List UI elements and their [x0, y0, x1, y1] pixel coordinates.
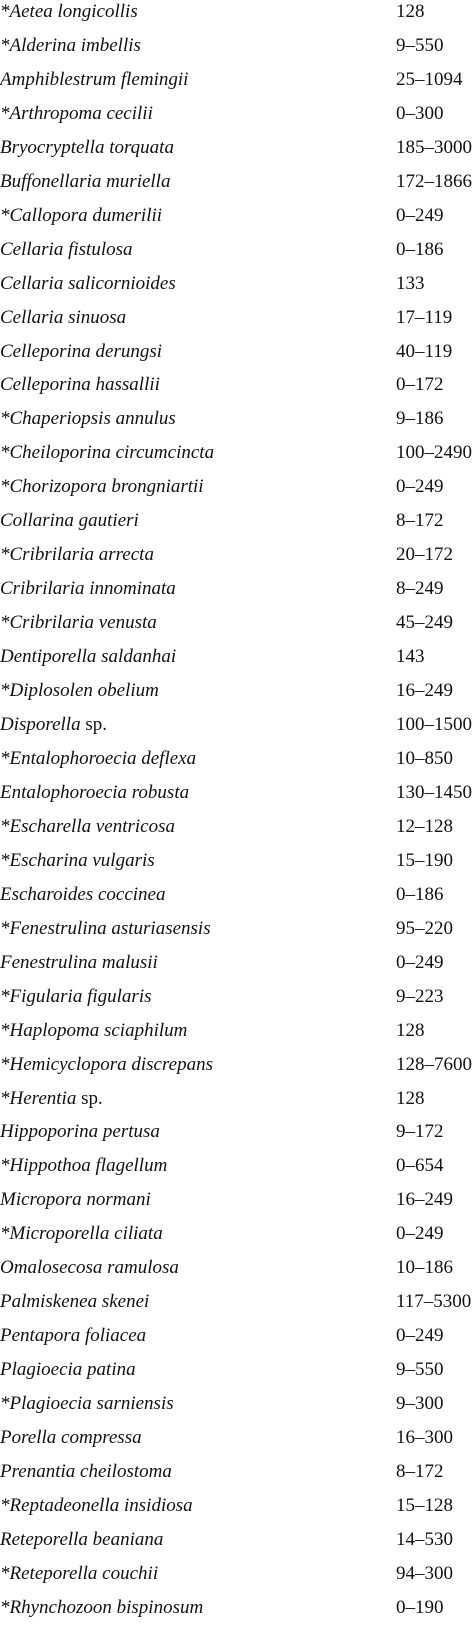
- table-row: [0, 1562, 474, 1596]
- depth-range: 8–172: [396, 510, 444, 532]
- species-name: [0, 951, 158, 975]
- depth-range: 128: [396, 1, 425, 22]
- endemic-marker: *: [0, 815, 10, 837]
- species-name-text: Celleporina hassallii: [0, 374, 160, 396]
- table-row: [0, 883, 474, 917]
- depth-range: 16–300: [396, 1427, 453, 1449]
- table-row: [0, 0, 474, 34]
- species-name-text: Reteporella couchii: [9, 1562, 159, 1584]
- species-name: [0, 68, 188, 92]
- species-name: [0, 204, 162, 228]
- species-name: [0, 1019, 187, 1043]
- endemic-marker: *: [0, 1087, 10, 1109]
- table-row: [0, 849, 474, 883]
- species-name-text: Herentia: [9, 1087, 77, 1109]
- depth-range: 0–654: [396, 1155, 444, 1177]
- species-name: [0, 407, 176, 431]
- species-name-text: Amphiblestrum flemingii: [0, 68, 189, 90]
- species-name: [0, 1358, 136, 1382]
- species-name: [0, 1290, 149, 1314]
- species-name: [0, 1188, 151, 1212]
- endemic-marker: *: [0, 1155, 10, 1177]
- species-name-text: Omalosecosa ramulosa: [0, 1257, 179, 1279]
- table-row: [0, 1120, 474, 1154]
- species-name: [0, 340, 162, 364]
- table-row: [0, 1019, 474, 1053]
- depth-range: 0–300: [396, 102, 444, 124]
- depth-range: 128–7600: [396, 1053, 472, 1075]
- species-name: [0, 747, 196, 771]
- depth-range: 0–172: [396, 374, 444, 396]
- species-name-text: Arthropoma cecilii: [9, 102, 153, 124]
- species-name: [0, 713, 107, 737]
- table-row: [0, 34, 474, 68]
- table-row: [0, 407, 474, 441]
- depth-range: 0–249: [396, 951, 444, 973]
- species-name-text: Rhynchozoon bispinosum: [9, 1596, 204, 1618]
- species-name-text: Disporella: [0, 714, 81, 736]
- depth-range: 100–1500: [396, 714, 472, 736]
- species-name-text: Hippoporina pertusa: [0, 1121, 160, 1143]
- species-name: [0, 272, 176, 296]
- species-name: [0, 1053, 213, 1077]
- table-row: [0, 611, 474, 645]
- depth-range: 0–186: [396, 883, 444, 905]
- depth-range: 40–119: [396, 340, 453, 362]
- species-name: [0, 1528, 163, 1552]
- species-name: [0, 509, 139, 533]
- endemic-marker: *: [0, 917, 10, 939]
- table-row: [0, 1324, 474, 1358]
- depth-range: 8–249: [396, 578, 444, 600]
- species-name: [0, 1120, 160, 1144]
- table-row: [0, 272, 474, 306]
- endemic-marker: *: [0, 1596, 10, 1618]
- species-name-text: Diplosolen obelium: [9, 680, 159, 702]
- species-name-text: Escharoides coccinea: [0, 883, 166, 905]
- table-row: [0, 509, 474, 543]
- table-row: [0, 1596, 474, 1630]
- species-name-text: Microporella ciliata: [9, 1223, 163, 1245]
- species-name-suffix: sp.: [80, 714, 107, 736]
- species-name-text: Dentiporella saldanhai: [0, 646, 177, 668]
- endemic-marker: *: [0, 544, 10, 566]
- species-name-text: Pentapora foliacea: [0, 1325, 147, 1347]
- table-row: [0, 1392, 474, 1426]
- endemic-marker: *: [0, 408, 10, 430]
- depth-range: 0–186: [396, 238, 444, 260]
- table-row: [0, 1290, 474, 1324]
- table-row: [0, 441, 474, 475]
- species-name: [0, 1222, 163, 1246]
- depth-range: 0–249: [396, 204, 444, 226]
- depth-range: 9–550: [396, 1359, 444, 1381]
- species-name: [0, 373, 160, 397]
- species-name-text: Cribrilaria arrecta: [9, 544, 154, 566]
- species-name-text: Buffonellaria muriella: [0, 170, 171, 192]
- endemic-marker: *: [0, 1019, 10, 1041]
- species-name-text: Cribrilaria venusta: [9, 612, 157, 634]
- table-row: [0, 815, 474, 849]
- species-name-text: Cheiloporina circumcincta: [9, 442, 215, 464]
- table-row: [0, 340, 474, 374]
- endemic-marker: *: [0, 1393, 10, 1415]
- species-name: [0, 1426, 142, 1450]
- table-row: [0, 781, 474, 815]
- species-name-text: Escharina vulgaris: [9, 849, 155, 871]
- species-name-text: Bryocryptella torquata: [0, 136, 174, 158]
- endemic-marker: *: [0, 1053, 10, 1075]
- table-row: [0, 475, 474, 509]
- depth-range: 9–300: [396, 1393, 444, 1415]
- depth-range: 10–186: [396, 1257, 453, 1279]
- table-row: [0, 917, 474, 951]
- depth-range: 0–190: [396, 1596, 444, 1618]
- depth-range: 133: [396, 272, 425, 294]
- species-name: [0, 1256, 179, 1280]
- table-row: [0, 679, 474, 713]
- species-name: [0, 611, 157, 635]
- depth-range: 17–119: [396, 306, 453, 328]
- species-name: [0, 102, 153, 126]
- endemic-marker: *: [0, 1562, 10, 1584]
- species-name-text: Figularia figularis: [9, 985, 152, 1007]
- species-name-text: Plagioecia sarniensis: [9, 1393, 174, 1415]
- depth-range: 143: [396, 646, 425, 668]
- species-name: [0, 34, 141, 58]
- table-row: [0, 543, 474, 577]
- species-name: [0, 1154, 167, 1178]
- depth-range: 12–128: [396, 815, 453, 837]
- species-name: [0, 815, 175, 839]
- table-row: [0, 1528, 474, 1562]
- depth-range: 45–249: [396, 612, 453, 634]
- table-row: [0, 1053, 474, 1087]
- table-row: [0, 306, 474, 340]
- depth-range: 0–249: [396, 1325, 444, 1347]
- species-name-text: Entalophoroecia robusta: [0, 781, 190, 803]
- species-name: [0, 1494, 193, 1518]
- depth-range: 16–249: [396, 680, 453, 702]
- species-name-text: Fenestrulina malusii: [0, 951, 158, 973]
- endemic-marker: *: [0, 1494, 10, 1516]
- table-row: [0, 136, 474, 170]
- table-row: [0, 1188, 474, 1222]
- table-row: [0, 1154, 474, 1188]
- species-name: [0, 475, 204, 499]
- table-row: [0, 170, 474, 204]
- table-row: [0, 1460, 474, 1494]
- table-row: [0, 1222, 474, 1256]
- depth-range: 9–223: [396, 985, 444, 1007]
- depth-range: 172–1866: [396, 170, 472, 192]
- species-name-text: Palmiskenea skenei: [0, 1291, 150, 1313]
- depth-range: 9–550: [396, 34, 444, 56]
- depth-range: 9–186: [396, 408, 444, 430]
- endemic-marker: *: [0, 985, 10, 1007]
- table-row: [0, 102, 474, 136]
- depth-range: 9–172: [396, 1121, 444, 1143]
- species-name-text: Alderina imbellis: [9, 34, 141, 56]
- species-name: [0, 543, 154, 567]
- endemic-marker: *: [0, 849, 10, 871]
- species-name-text: Micropora normani: [0, 1189, 151, 1211]
- table-row: [0, 747, 474, 781]
- species-name-text: Porella compressa: [0, 1427, 142, 1449]
- endemic-marker: *: [0, 442, 10, 464]
- species-name: [0, 1324, 146, 1348]
- depth-range: 95–220: [396, 917, 453, 939]
- depth-range: 15–190: [396, 849, 453, 871]
- species-name: [0, 136, 174, 160]
- table-row: [0, 204, 474, 238]
- endemic-marker: *: [0, 34, 10, 56]
- endemic-marker: *: [0, 680, 10, 702]
- species-name: [0, 306, 126, 330]
- species-name-text: Chorizopora brongniartii: [9, 476, 204, 498]
- depth-range: 15–128: [396, 1494, 453, 1516]
- species-name: [0, 170, 170, 194]
- table-row: [0, 1256, 474, 1290]
- table-row: [0, 373, 474, 407]
- species-name: [0, 679, 159, 703]
- species-name: [0, 441, 214, 465]
- table-row: [0, 951, 474, 985]
- table-row: [0, 238, 474, 272]
- depth-range: 8–172: [396, 1460, 444, 1482]
- species-name-text: Hippothoa flagellum: [9, 1155, 168, 1177]
- species-name: [0, 0, 138, 24]
- species-name-text: Entalophoroecia deflexa: [9, 747, 197, 769]
- species-name-suffix: sp.: [76, 1087, 103, 1109]
- depth-range: 10–850: [396, 747, 453, 769]
- species-name-text: Aetea longicollis: [9, 1, 138, 22]
- species-name-text: Collarina gautieri: [0, 510, 139, 532]
- species-name: [0, 781, 189, 805]
- endemic-marker: *: [0, 476, 10, 498]
- species-name-text: Chaperiopsis annulus: [9, 408, 176, 430]
- depth-range: 128: [396, 1087, 425, 1109]
- depth-range: 130–1450: [396, 781, 472, 803]
- table-row: [0, 577, 474, 611]
- depth-range: 0–249: [396, 1223, 444, 1245]
- species-name-text: Cellaria salicornioides: [0, 272, 176, 294]
- endemic-marker: *: [0, 1, 10, 22]
- species-name: [0, 1562, 158, 1586]
- depth-range: 94–300: [396, 1562, 453, 1584]
- table-row: [0, 645, 474, 679]
- endemic-marker: *: [0, 1223, 10, 1245]
- species-name: [0, 883, 166, 907]
- species-name-text: Cellaria fistulosa: [0, 238, 133, 260]
- endemic-marker: *: [0, 204, 10, 226]
- species-name-text: Celleporina derungsi: [0, 340, 163, 362]
- species-name-text: Plagioecia patina: [0, 1359, 136, 1381]
- species-name: [0, 577, 176, 601]
- species-name-text: Hemicyclopora discrepans: [9, 1053, 213, 1075]
- table-row: [0, 68, 474, 102]
- species-name-text: Reteporella beaniana: [0, 1528, 164, 1550]
- depth-range: 14–530: [396, 1528, 453, 1550]
- depth-range: 0–249: [396, 476, 444, 498]
- table-row: [0, 1426, 474, 1460]
- depth-range: 117–5300: [396, 1291, 472, 1313]
- endemic-marker: *: [0, 612, 10, 634]
- species-name: [0, 1087, 103, 1111]
- depth-range: 128: [396, 1019, 425, 1041]
- depth-range: 20–172: [396, 544, 453, 566]
- species-name: [0, 1392, 174, 1416]
- species-name-text: Prenantia cheilostoma: [0, 1460, 172, 1482]
- endemic-marker: *: [0, 102, 10, 124]
- species-name-text: Reptadeonella insidiosa: [9, 1494, 193, 1516]
- species-name: [0, 645, 176, 669]
- species-name: [0, 1460, 172, 1484]
- depth-range: 185–3000: [396, 136, 472, 158]
- species-name-text: Haplopoma sciaphilum: [9, 1019, 188, 1041]
- endemic-marker: *: [0, 747, 10, 769]
- table-row: [0, 985, 474, 1019]
- species-name-text: Cellaria sinuosa: [0, 306, 127, 328]
- species-name: [0, 917, 211, 941]
- table-row: [0, 1358, 474, 1392]
- species-name-text: Callopora dumerilii: [9, 204, 163, 226]
- depth-range: 25–1094: [396, 68, 463, 90]
- depth-range: 100–2490: [396, 442, 472, 464]
- species-name: [0, 238, 133, 262]
- table-row: [0, 1494, 474, 1528]
- species-name: [0, 985, 152, 1009]
- species-name-text: Cribrilaria innominata: [0, 578, 176, 600]
- species-name: [0, 1596, 203, 1620]
- species-name-text: Fenestrulina asturiasensis: [9, 917, 211, 939]
- species-name-text: Escharella ventricosa: [9, 815, 176, 837]
- depth-range: 16–249: [396, 1189, 453, 1211]
- table-row: [0, 713, 474, 747]
- table-row: [0, 1087, 474, 1121]
- species-name: [0, 849, 155, 873]
